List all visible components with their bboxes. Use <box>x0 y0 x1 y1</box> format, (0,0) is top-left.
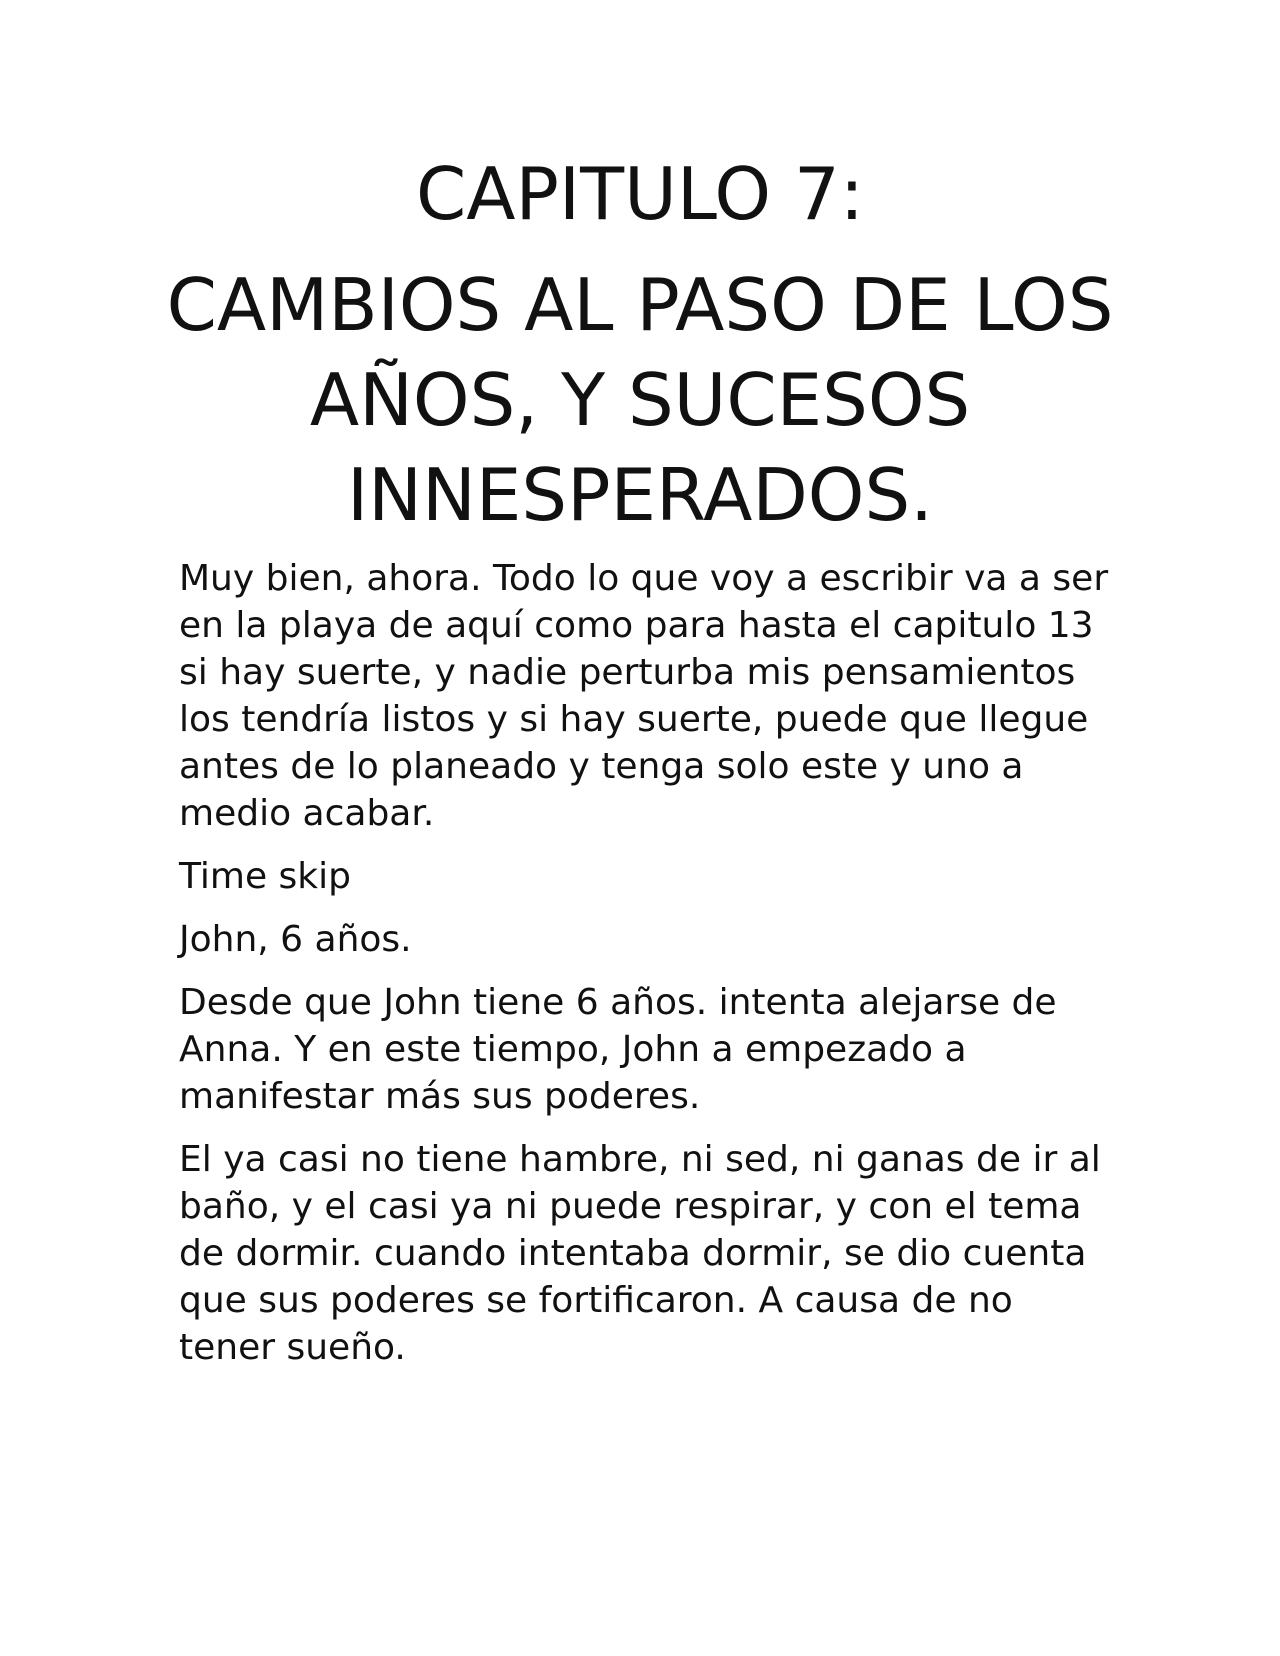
paragraph-powers: Desde que John tiene 6 años. intenta alejarse de Anna. Y en este tiempo, John a empezado a manifestar más sus poderes. <box>179 982 1057 1117</box>
chapter-number: CAPITULO 7: <box>415 152 865 236</box>
paragraph-needs: El ya casi no tiene hambre, ni sed, ni ganas de ir al baño, y el casi ya ni puede respirar, y con el tema de dormir. cuando intentaba dormir, se dio cuenta que sus poderes se fortificaron. A causa de no tener sueño. <box>179 1139 1101 1368</box>
chapter-title: CAMBIOS AL PASO DE LOS AÑOS, Y SUCESOS INNESPERADOS. <box>166 263 1114 537</box>
chapter-body <box>179 555 1119 1387</box>
paragraph-age: John, 6 años. <box>179 919 412 960</box>
paragraph-intro: Muy bien, ahora. Todo lo que voy a escribir va a ser en la playa de aquí como para hasta el capitulo 13 si hay suerte, y nadie perturba mis pensamientos los tendría listos y si hay suerte, puede que llegue antes de lo planeado y tenga solo este y uno a medio acabar. <box>179 558 1109 834</box>
paragraph-time-skip: Time skip <box>179 856 352 897</box>
